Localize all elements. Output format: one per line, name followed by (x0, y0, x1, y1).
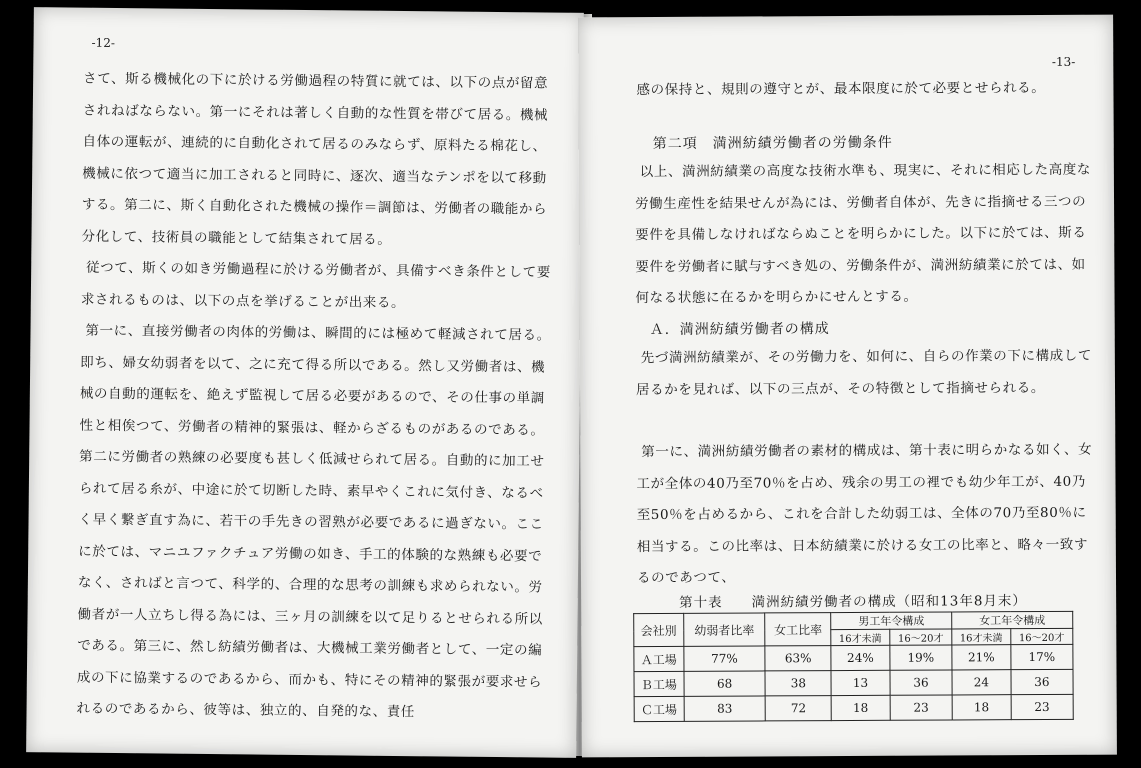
sub-heading: Ａ．満洲紡績労働者の構成 (649, 321, 830, 339)
header-under16: 16才未満 (831, 629, 890, 645)
header-16-20: 16～20才 (1010, 628, 1072, 644)
table-row (634, 644, 1073, 671)
cell-m-u16: 13 (831, 670, 890, 695)
body-text-a: 先づ満洲紡績業が、その労働力を、如何に、自らの作業の下に構成して居るかを見れば、以下の三点が、その特徴として指摘せられる。 (635, 347, 1092, 398)
cell-weak: 77% (683, 646, 765, 671)
cell-m-16-20: 36 (890, 670, 952, 695)
body-text-intro: 以上、満洲紡績業の高度な技術水準も、現実に、それに相応した高度な労働生産性を結果せんが為には、労働者自体が、先きに指摘せる三つの要件を具備しなければならぬことを明らかにした。以下に於ては、斯る要件を労働者に賦与すべき処の、労働条件が、満洲紡績業に於ては、如何なる状態に在るかを明らかにせんとする。 (634, 161, 1092, 307)
header-male-age: 男工年令構成 (831, 612, 952, 630)
cell-f-u16: 24 (952, 670, 1011, 695)
cell-f-16-20: 36 (1011, 669, 1073, 694)
table-row (634, 669, 1073, 696)
cell-female: 72 (766, 696, 832, 721)
right-page (578, 15, 1117, 758)
cell-f-u16: 21% (952, 645, 1011, 670)
cell-name: Ａ工場 (634, 646, 684, 671)
left-page (26, 7, 584, 758)
body-text-b: 第一に、満洲紡績労働者の素材的構成は、第十表に明らかなる如く、女工が全体の40乃至70％を占め、残余の男工の裡でも幼少年工が、40乃至50％を占めるから、これを合計した幼弱工は、全体の70乃至80％に相当する。この比率は、日本紡績業に於ける女工の比率と、略々一致するのであつて、 (636, 441, 1093, 587)
body-text: さて、斯る機械化の下に於ける労働過程の特質に就ては、以下の点が留意されねばならない。第一にそれは著しく自動的な性質を帯びて居る。機械自体の運転が、連続的に自動化されて居るのみならず、原料たる棉花し、機械に依つて適当に加工されると同時に、逐次、適当なテンポを以て移動する。第二に、斯く自動化された機械の操作＝調節は、労働者の職能から分化して、技術員の職能として結集されて居る。 従つて、斯くの如き労働過程に於ける労働者が、具備すべき条件として要求されるものは、以下の点を挙げることが出来る。 第一に、直接労働者の肉体的労働は、瞬間的には極めて軽減されて居る。即ち、婦女幼弱者を以て、之に充て得る所以である。然し又労働者は、機械の自動的運転を、絶えず監視して居る必要があるので、その仕事の単調性と相俟つて、労働者の精神的緊張は、軽からざるものがあるのである。第二に労働者の熟練の必要度も甚しく低減せられて居る。自動的に加工せられて居る糸が、中途に於て切断した時、素早やくこれに気付き、なるべく早く繋ぎ直す為に、若干の手先きの習熟が必要であるに過ぎない。ここに於ては、マニユファクチュア労働の如き、手工的体験的な熟練も必要でなく、さればと言つて、科学的、合理的な思考の訓練も求められない。労働者が一人立ちし得る為には、三ヶ月の訓練を以て足りるとせられる所以である。第三に、然し紡績労働者は、大機械工業労働者として、一定の編成の下に協業するのであるから、而かも、特にその精神的緊張が要求せられるのであるから、彼等は、独立的、自発的な、責任 (76, 70, 551, 721)
cell-f-16-20: 23 (1011, 694, 1073, 719)
cell-m-u16: 24% (831, 645, 890, 670)
header-under16: 16才未満 (952, 629, 1011, 645)
cell-weak: 83 (684, 696, 766, 721)
cell-name: Ｂ工場 (634, 671, 684, 696)
header-16-20: 16～20才 (890, 629, 952, 645)
cell-female: 38 (765, 671, 831, 696)
cell-m-16-20: 19% (890, 645, 952, 670)
header-female-age: 女工年令構成 (952, 611, 1073, 629)
cell-female: 63% (765, 646, 831, 671)
cell-f-u16: 18 (952, 695, 1011, 720)
section-heading: 第二項 満洲紡績労働者の労働条件 (652, 134, 893, 153)
cell-f-16-20: 17% (1011, 644, 1073, 669)
cell-m-u16: 18 (831, 695, 890, 720)
header-company: 会社別 (634, 613, 684, 646)
header-female-ratio: 女工比率 (765, 613, 831, 646)
table-title: 第十表 満洲紡績労働者の構成（昭和13年8月末） (679, 593, 1027, 611)
table-row (634, 694, 1073, 721)
page-number: -12- (91, 35, 116, 50)
cell-m-16-20: 23 (890, 695, 952, 720)
header-weak-ratio: 幼弱者比率 (683, 613, 765, 646)
body-text-top: 感の保持と、規則の遵守とが、最本限度に於て必要とせられる。 (636, 79, 1046, 99)
cell-name: Ｃ工場 (634, 696, 684, 721)
page-number: -13- (1051, 54, 1076, 69)
composition-table (633, 611, 1074, 722)
cell-weak: 68 (684, 671, 766, 696)
